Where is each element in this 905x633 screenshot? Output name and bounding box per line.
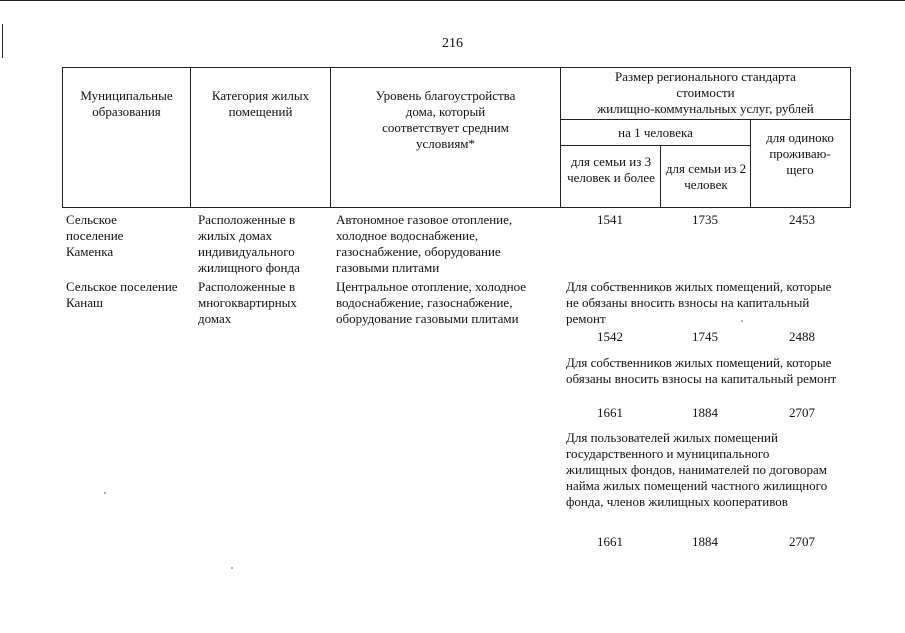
header-category: Категория жилых помещений bbox=[211, 88, 310, 119]
group3-label: Для пользователей жилых помещений государственного и муниципального жилищных фондов, нанимателей по договорам найма жилых помещений частного жилищного фонда, членов жилищных кооперативов bbox=[566, 430, 828, 509]
header-standard-line-3: жилищно-коммунальных услуг, рублей bbox=[597, 101, 814, 116]
header-single-resident: для одиноко проживаю-щего bbox=[766, 130, 834, 177]
group1-value-family3: 1542 bbox=[597, 329, 623, 344]
scan-speck bbox=[741, 320, 743, 322]
group1-label: Для собственников жилых помещений, которые не обязаны вносить взносы на капитальный ремонт bbox=[566, 279, 832, 326]
header-comfort-line-2: соответствует средним условиям* bbox=[382, 120, 509, 151]
row1-municipality: Сельское поселение Каменка bbox=[66, 212, 124, 259]
row1-category: Расположенные в жилых домах индивидуального жилищного фонда bbox=[198, 212, 300, 275]
page-number: 216 bbox=[442, 36, 463, 51]
group1-value-single: 2488 bbox=[789, 329, 815, 344]
header-comfort-line-1: Уровень благоустройства дома, который bbox=[375, 88, 516, 119]
header-municipal: Муниципальные образования bbox=[80, 88, 173, 119]
group1-value-family2: 1745 bbox=[692, 329, 718, 344]
group2-value-family2: 1884 bbox=[692, 405, 718, 420]
row1-comfort: Автономное газовое отопление, холодное водоснабжение, газоснабжение, оборудование газовыми плитами bbox=[336, 212, 513, 275]
group2-value-family3: 1661 bbox=[597, 405, 623, 420]
group2-label: Для собственников жилых помещений, которые обязаны вносить взносы на капитальный ремонт bbox=[566, 355, 837, 386]
scan-edge-top bbox=[0, 0, 905, 1]
row1-value-family2: 1735 bbox=[692, 212, 718, 227]
header-family3: для семьи из 3 человек и более bbox=[567, 154, 655, 185]
row1-value-family3: 1541 bbox=[597, 212, 623, 227]
header-standard-size bbox=[562, 69, 849, 117]
group3-value-single: 2707 bbox=[789, 534, 815, 549]
header-comfort bbox=[332, 88, 559, 152]
scan-speck bbox=[231, 567, 233, 569]
header-per-person: на 1 человека bbox=[618, 125, 693, 140]
header-standard-line-2: стоимости bbox=[676, 85, 735, 100]
row1-value-single: 2453 bbox=[789, 212, 815, 227]
group2-value-single: 2707 bbox=[789, 405, 815, 420]
scan-speck bbox=[104, 492, 106, 494]
row2-category: Расположенные в многоквартирных домах bbox=[198, 279, 297, 326]
header-standard-line-1: Размер регионального стандарта bbox=[615, 69, 796, 84]
group3-value-family2: 1884 bbox=[692, 534, 718, 549]
row2-comfort: Центральное отопление, холодное водоснабжение, газоснабжение, оборудование газовыми плитами bbox=[336, 279, 527, 326]
row2-municipality: Сельское поселение Канаш bbox=[66, 279, 178, 310]
header-family2: для семьи из 2 человек bbox=[665, 161, 747, 192]
group3-value-family3: 1661 bbox=[597, 534, 623, 549]
